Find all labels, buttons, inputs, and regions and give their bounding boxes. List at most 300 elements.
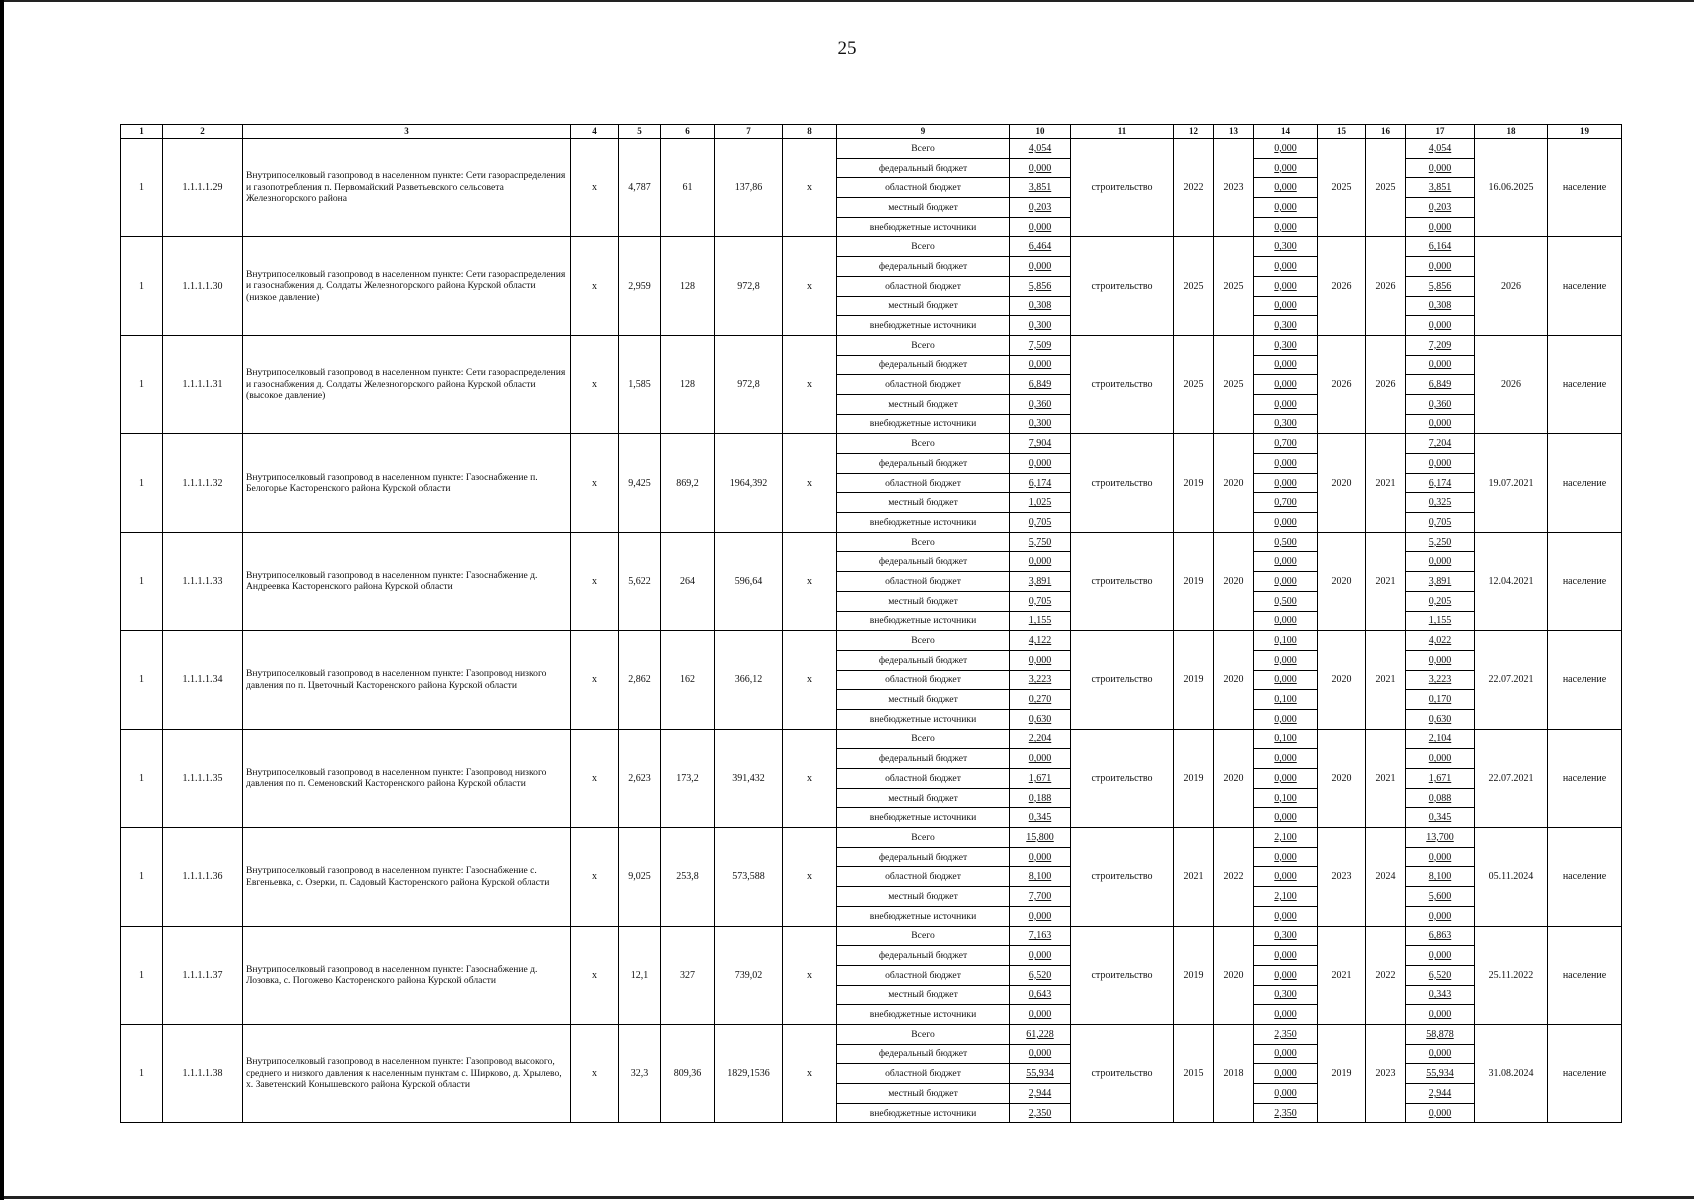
funding-source-cell: внебюджетные источники	[837, 513, 1010, 533]
cell-c17: 0,088	[1406, 788, 1475, 808]
funding-source-cell: внебюджетные источники	[837, 808, 1010, 828]
funding-source-cell: федеральный бюджет	[837, 552, 1010, 572]
cell-c14: 0,000	[1254, 650, 1318, 670]
cell-c17: 2,944	[1406, 1084, 1475, 1104]
cell-c1: 1	[121, 1024, 163, 1122]
cell-c8: x	[783, 631, 837, 729]
column-number: 11	[1071, 125, 1174, 139]
column-number: 15	[1318, 125, 1366, 139]
cell-c14: 0,000	[1254, 158, 1318, 178]
cell-c17: 6,164	[1406, 237, 1475, 257]
cell-c10: 0,000	[1010, 552, 1071, 572]
cell-c10: 7,700	[1010, 887, 1071, 907]
cell-c10: 1,025	[1010, 493, 1071, 513]
funding-source-cell: областной бюджет	[837, 670, 1010, 690]
cell-c17: 0,343	[1406, 985, 1475, 1005]
column-number: 19	[1548, 125, 1622, 139]
cell-c19: население	[1548, 828, 1622, 926]
cell-c7: 1829,1536	[715, 1024, 783, 1122]
table-row	[121, 532, 1622, 552]
cell-c13: 2020	[1214, 532, 1254, 630]
cell-c10: 55,934	[1010, 1064, 1071, 1084]
cell-c10: 5,750	[1010, 532, 1071, 552]
cell-c11: строительство	[1071, 828, 1174, 926]
cell-c14: 0,000	[1254, 276, 1318, 296]
cell-c14: 0,000	[1254, 473, 1318, 493]
object-name-cell: Внутрипоселковый газопровод в населенном пункте: Газоснабжение д. Андреевка Касторенского района Курской области	[243, 532, 571, 630]
cell-c10: 7,509	[1010, 335, 1071, 355]
cell-c15: 2023	[1318, 828, 1366, 926]
table-row	[121, 729, 1622, 749]
cell-c17: 0,705	[1406, 513, 1475, 533]
cell-c16: 2022	[1366, 926, 1406, 1024]
cell-c6: 264	[661, 532, 715, 630]
cell-c10: 0,000	[1010, 906, 1071, 926]
cell-c14: 2,100	[1254, 828, 1318, 848]
cell-c17: 7,209	[1406, 335, 1475, 355]
cell-c14: 0,100	[1254, 631, 1318, 651]
cell-c10: 5,856	[1010, 276, 1071, 296]
cell-c11: строительство	[1071, 1024, 1174, 1122]
table-row	[121, 237, 1622, 257]
cell-c17: 1,671	[1406, 769, 1475, 789]
cell-c16: 2026	[1366, 335, 1406, 433]
object-name-cell: Внутрипоселковый газопровод в населенном пункте: Сети газораспределения и газоснабжения д. Солдаты Железногорского района Курской области (низкое давление)	[243, 237, 571, 335]
cell-c12: 2019	[1174, 729, 1214, 827]
funding-source-cell: внебюджетные источники	[837, 217, 1010, 237]
cell-c10: 0,000	[1010, 217, 1071, 237]
cell-c8: x	[783, 335, 837, 433]
column-number: 3	[243, 125, 571, 139]
funding-source-cell: областной бюджет	[837, 276, 1010, 296]
cell-c10: 4,054	[1010, 139, 1071, 159]
funding-source-cell: местный бюджет	[837, 493, 1010, 513]
funding-source-cell: Всего	[837, 828, 1010, 848]
cell-c10: 0,705	[1010, 591, 1071, 611]
cell-c17: 0,170	[1406, 690, 1475, 710]
funding-source-cell: областной бюджет	[837, 572, 1010, 592]
cell-c19: население	[1548, 237, 1622, 335]
cell-c10: 6,849	[1010, 375, 1071, 395]
cell-c14: 0,300	[1254, 335, 1318, 355]
cell-c11: строительство	[1071, 139, 1174, 237]
cell-c10: 61,228	[1010, 1024, 1071, 1044]
column-number: 7	[715, 125, 783, 139]
cell-c15: 2026	[1318, 335, 1366, 433]
cell-c14: 0,000	[1254, 906, 1318, 926]
cell-c17: 0,325	[1406, 493, 1475, 513]
cell-c5: 5,622	[619, 532, 661, 630]
cell-c10: 8,100	[1010, 867, 1071, 887]
cell-c17: 0,000	[1406, 257, 1475, 277]
funding-source-cell: федеральный бюджет	[837, 847, 1010, 867]
cell-c1: 1	[121, 828, 163, 926]
cell-c14: 0,000	[1254, 808, 1318, 828]
funding-source-cell: федеральный бюджет	[837, 1044, 1010, 1064]
cell-c12: 2025	[1174, 335, 1214, 433]
cell-c19: население	[1548, 631, 1622, 729]
cell-c5: 4,787	[619, 139, 661, 237]
cell-c14: 2,100	[1254, 887, 1318, 907]
cell-c14: 0,000	[1254, 847, 1318, 867]
funding-source-cell: внебюджетные источники	[837, 1005, 1010, 1025]
cell-c17: 0,000	[1406, 1044, 1475, 1064]
cell-c2: 1.1.1.1.33	[163, 532, 243, 630]
funding-source-cell: областной бюджет	[837, 769, 1010, 789]
cell-c2: 1.1.1.1.37	[163, 926, 243, 1024]
cell-c11: строительство	[1071, 926, 1174, 1024]
cell-c15: 2020	[1318, 434, 1366, 532]
cell-c6: 128	[661, 237, 715, 335]
column-number: 13	[1214, 125, 1254, 139]
cell-c19: население	[1548, 335, 1622, 433]
column-number: 14	[1254, 125, 1318, 139]
cell-c16: 2025	[1366, 139, 1406, 237]
cell-c18: 16.06.2025	[1475, 139, 1548, 237]
column-number: 9	[837, 125, 1010, 139]
funding-source-cell: Всего	[837, 139, 1010, 159]
cell-c17: 0,345	[1406, 808, 1475, 828]
cell-c14: 0,100	[1254, 788, 1318, 808]
cell-c12: 2019	[1174, 532, 1214, 630]
cell-c19: население	[1548, 1024, 1622, 1122]
cell-c14: 0,000	[1254, 454, 1318, 474]
cell-c10: 7,163	[1010, 926, 1071, 946]
cell-c11: строительство	[1071, 237, 1174, 335]
cell-c13: 2020	[1214, 631, 1254, 729]
cell-c4: x	[571, 237, 619, 335]
cell-c10: 2,204	[1010, 729, 1071, 749]
cell-c8: x	[783, 237, 837, 335]
cell-c11: строительство	[1071, 532, 1174, 630]
cell-c14: 0,000	[1254, 217, 1318, 237]
cell-c15: 2019	[1318, 1024, 1366, 1122]
cell-c8: x	[783, 139, 837, 237]
cell-c15: 2020	[1318, 631, 1366, 729]
cell-c7: 137,86	[715, 139, 783, 237]
cell-c6: 869,2	[661, 434, 715, 532]
cell-c12: 2025	[1174, 237, 1214, 335]
cell-c5: 2,959	[619, 237, 661, 335]
funding-source-cell: внебюджетные источники	[837, 611, 1010, 631]
cell-c10: 3,223	[1010, 670, 1071, 690]
cell-c14: 2,350	[1254, 1103, 1318, 1123]
cell-c18: 31.08.2024	[1475, 1024, 1548, 1122]
gas-pipeline-table	[120, 124, 1622, 1123]
cell-c17: 4,022	[1406, 631, 1475, 651]
cell-c14: 0,000	[1254, 1044, 1318, 1064]
cell-c13: 2025	[1214, 237, 1254, 335]
cell-c10: 0,000	[1010, 847, 1071, 867]
cell-c7: 366,12	[715, 631, 783, 729]
cell-c8: x	[783, 828, 837, 926]
object-name-cell: Внутрипоселковый газопровод в населенном пункте: Сети газораспределения и газопотребления п. Первомайский Разветьевского сельсовета Железногорского района	[243, 139, 571, 237]
funding-source-cell: местный бюджет	[837, 788, 1010, 808]
cell-c17: 0,360	[1406, 394, 1475, 414]
column-number: 17	[1406, 125, 1475, 139]
cell-c13: 2020	[1214, 926, 1254, 1024]
cell-c14: 0,000	[1254, 946, 1318, 966]
cell-c8: x	[783, 729, 837, 827]
cell-c14: 0,300	[1254, 985, 1318, 1005]
table-row	[121, 1024, 1622, 1044]
cell-c14: 0,000	[1254, 965, 1318, 985]
cell-c12: 2019	[1174, 926, 1214, 1024]
column-number: 4	[571, 125, 619, 139]
cell-c4: x	[571, 926, 619, 1024]
cell-c2: 1.1.1.1.32	[163, 434, 243, 532]
cell-c17: 5,856	[1406, 276, 1475, 296]
cell-c14: 0,100	[1254, 690, 1318, 710]
cell-c10: 0,308	[1010, 296, 1071, 316]
cell-c14: 0,000	[1254, 257, 1318, 277]
cell-c7: 972,8	[715, 335, 783, 433]
cell-c10: 3,851	[1010, 178, 1071, 198]
cell-c17: 0,000	[1406, 552, 1475, 572]
object-name-cell: Внутрипоселковый газопровод в населенном пункте: Газопровод низкого давления по п. Цветочный Касторенского района Курской области	[243, 631, 571, 729]
cell-c2: 1.1.1.1.30	[163, 237, 243, 335]
cell-c17: 3,851	[1406, 178, 1475, 198]
table-body	[121, 125, 1622, 1123]
cell-c17: 6,174	[1406, 473, 1475, 493]
cell-c6: 128	[661, 335, 715, 433]
funding-source-cell: внебюджетные источники	[837, 414, 1010, 434]
page-number: 25	[837, 38, 857, 59]
cell-c8: x	[783, 434, 837, 532]
cell-c17: 8,100	[1406, 867, 1475, 887]
cell-c17: 0,000	[1406, 355, 1475, 375]
cell-c12: 2021	[1174, 828, 1214, 926]
cell-c2: 1.1.1.1.31	[163, 335, 243, 433]
cell-c14: 0,000	[1254, 611, 1318, 631]
cell-c10: 0,000	[1010, 1044, 1071, 1064]
cell-c10: 0,000	[1010, 946, 1071, 966]
cell-c4: x	[571, 729, 619, 827]
cell-c5: 12,1	[619, 926, 661, 1024]
cell-c18: 05.11.2024	[1475, 828, 1548, 926]
cell-c13: 2022	[1214, 828, 1254, 926]
cell-c10: 0,000	[1010, 650, 1071, 670]
cell-c15: 2026	[1318, 237, 1366, 335]
funding-source-cell: федеральный бюджет	[837, 355, 1010, 375]
cell-c4: x	[571, 828, 619, 926]
cell-c10: 1,155	[1010, 611, 1071, 631]
funding-source-cell: федеральный бюджет	[837, 158, 1010, 178]
table-row	[121, 828, 1622, 848]
cell-c17: 0,308	[1406, 296, 1475, 316]
funding-source-cell: Всего	[837, 926, 1010, 946]
cell-c7: 573,588	[715, 828, 783, 926]
cell-c11: строительство	[1071, 729, 1174, 827]
cell-c7: 391,432	[715, 729, 783, 827]
cell-c6: 253,8	[661, 828, 715, 926]
cell-c10: 15,800	[1010, 828, 1071, 848]
cell-c5: 1,585	[619, 335, 661, 433]
cell-c10: 7,904	[1010, 434, 1071, 454]
funding-source-cell: областной бюджет	[837, 1064, 1010, 1084]
cell-c17: 55,934	[1406, 1064, 1475, 1084]
cell-c19: население	[1548, 926, 1622, 1024]
cell-c10: 3,891	[1010, 572, 1071, 592]
funding-source-cell: федеральный бюджет	[837, 257, 1010, 277]
column-number: 10	[1010, 125, 1071, 139]
cell-c11: строительство	[1071, 434, 1174, 532]
cell-c17: 0,000	[1406, 414, 1475, 434]
cell-c10: 2,944	[1010, 1084, 1071, 1104]
cell-c5: 9,025	[619, 828, 661, 926]
object-name-cell: Внутрипоселковый газопровод в населенном пункте: Газоснабжение с. Евгеньевка, с. Озерки, п. Садовый Касторенского района Курской области	[243, 828, 571, 926]
cell-c12: 2019	[1174, 434, 1214, 532]
cell-c17: 1,155	[1406, 611, 1475, 631]
cell-c2: 1.1.1.1.29	[163, 139, 243, 237]
column-number: 12	[1174, 125, 1214, 139]
cell-c5: 2,623	[619, 729, 661, 827]
cell-c10: 0,203	[1010, 198, 1071, 218]
cell-c1: 1	[121, 139, 163, 237]
funding-source-cell: Всего	[837, 631, 1010, 651]
cell-c1: 1	[121, 631, 163, 729]
column-number-row	[121, 125, 1622, 139]
cell-c7: 739,02	[715, 926, 783, 1024]
cell-c7: 1964,392	[715, 434, 783, 532]
cell-c13: 2020	[1214, 434, 1254, 532]
table-row	[121, 631, 1622, 651]
cell-c17: 6,849	[1406, 375, 1475, 395]
cell-c18: 25.11.2022	[1475, 926, 1548, 1024]
cell-c14: 0,000	[1254, 139, 1318, 159]
cell-c14: 0,300	[1254, 316, 1318, 336]
cell-c10: 2,350	[1010, 1103, 1071, 1123]
cell-c10: 0,000	[1010, 454, 1071, 474]
cell-c14: 0,300	[1254, 926, 1318, 946]
cell-c14: 0,000	[1254, 769, 1318, 789]
cell-c5: 32,3	[619, 1024, 661, 1122]
cell-c15: 2020	[1318, 532, 1366, 630]
cell-c10: 0,705	[1010, 513, 1071, 533]
cell-c18: 2026	[1475, 335, 1548, 433]
cell-c14: 0,000	[1254, 867, 1318, 887]
funding-source-cell: федеральный бюджет	[837, 749, 1010, 769]
cell-c10: 0,270	[1010, 690, 1071, 710]
cell-c4: x	[571, 139, 619, 237]
cell-c10: 0,345	[1010, 808, 1071, 828]
cell-c14: 0,100	[1254, 729, 1318, 749]
cell-c14: 2,350	[1254, 1024, 1318, 1044]
cell-c18: 12.04.2021	[1475, 532, 1548, 630]
funding-source-cell: областной бюджет	[837, 473, 1010, 493]
cell-c17: 0,000	[1406, 906, 1475, 926]
cell-c2: 1.1.1.1.35	[163, 729, 243, 827]
cell-c1: 1	[121, 335, 163, 433]
cell-c17: 0,000	[1406, 749, 1475, 769]
cell-c4: x	[571, 1024, 619, 1122]
cell-c16: 2023	[1366, 1024, 1406, 1122]
column-number: 1	[121, 125, 163, 139]
cell-c16: 2021	[1366, 434, 1406, 532]
cell-c10: 0,188	[1010, 788, 1071, 808]
cell-c18: 19.07.2021	[1475, 434, 1548, 532]
funding-source-cell: местный бюджет	[837, 985, 1010, 1005]
cell-c1: 1	[121, 434, 163, 532]
cell-c14: 0,500	[1254, 532, 1318, 552]
cell-c16: 2021	[1366, 631, 1406, 729]
cell-c4: x	[571, 631, 619, 729]
column-number: 16	[1366, 125, 1406, 139]
cell-c17: 0,000	[1406, 217, 1475, 237]
cell-c17: 6,520	[1406, 965, 1475, 985]
cell-c19: население	[1548, 729, 1622, 827]
cell-c14: 0,000	[1254, 1084, 1318, 1104]
cell-c10: 0,000	[1010, 355, 1071, 375]
cell-c17: 0,000	[1406, 1005, 1475, 1025]
funding-source-cell: местный бюджет	[837, 887, 1010, 907]
funding-source-cell: областной бюджет	[837, 965, 1010, 985]
cell-c14: 0,000	[1254, 1005, 1318, 1025]
scan-bottom-edge	[4, 1196, 1694, 1199]
cell-c17: 2,104	[1406, 729, 1475, 749]
cell-c17: 4,054	[1406, 139, 1475, 159]
table-row	[121, 335, 1622, 355]
cell-c6: 61	[661, 139, 715, 237]
cell-c17: 0,000	[1406, 1103, 1475, 1123]
cell-c15: 2021	[1318, 926, 1366, 1024]
column-number: 18	[1475, 125, 1548, 139]
cell-c12: 2015	[1174, 1024, 1214, 1122]
cell-c17: 0,000	[1406, 847, 1475, 867]
cell-c16: 2026	[1366, 237, 1406, 335]
cell-c2: 1.1.1.1.36	[163, 828, 243, 926]
funding-source-cell: Всего	[837, 532, 1010, 552]
funding-source-cell: местный бюджет	[837, 198, 1010, 218]
funding-source-cell: Всего	[837, 434, 1010, 454]
cell-c1: 1	[121, 926, 163, 1024]
funding-source-cell: областной бюджет	[837, 867, 1010, 887]
cell-c16: 2021	[1366, 532, 1406, 630]
object-name-cell: Внутрипоселковый газопровод в населенном пункте: Сети газораспределения и газоснабжения д. Солдаты Железногорского района Курской области (высокое давление)	[243, 335, 571, 433]
scan-left-edge	[0, 0, 4, 1200]
cell-c16: 2021	[1366, 729, 1406, 827]
funding-source-cell: федеральный бюджет	[837, 946, 1010, 966]
cell-c14: 0,300	[1254, 414, 1318, 434]
cell-c18: 22.07.2021	[1475, 729, 1548, 827]
column-number: 5	[619, 125, 661, 139]
cell-c8: x	[783, 532, 837, 630]
cell-c14: 0,300	[1254, 237, 1318, 257]
cell-c13: 2020	[1214, 729, 1254, 827]
cell-c10: 0,300	[1010, 414, 1071, 434]
cell-c8: x	[783, 926, 837, 1024]
cell-c10: 1,671	[1010, 769, 1071, 789]
cell-c14: 0,000	[1254, 1064, 1318, 1084]
funding-source-cell: Всего	[837, 729, 1010, 749]
cell-c10: 6,174	[1010, 473, 1071, 493]
table-row	[121, 434, 1622, 454]
cell-c14: 0,000	[1254, 709, 1318, 729]
funding-source-cell: внебюджетные источники	[837, 709, 1010, 729]
cell-c6: 162	[661, 631, 715, 729]
cell-c1: 1	[121, 237, 163, 335]
cell-c14: 0,000	[1254, 572, 1318, 592]
scan-top-edge	[4, 0, 1694, 2]
cell-c17: 0,205	[1406, 591, 1475, 611]
cell-c17: 5,600	[1406, 887, 1475, 907]
cell-c10: 6,464	[1010, 237, 1071, 257]
cell-c4: x	[571, 532, 619, 630]
cell-c14: 0,500	[1254, 591, 1318, 611]
cell-c14: 0,000	[1254, 198, 1318, 218]
cell-c1: 1	[121, 729, 163, 827]
cell-c12: 2019	[1174, 631, 1214, 729]
